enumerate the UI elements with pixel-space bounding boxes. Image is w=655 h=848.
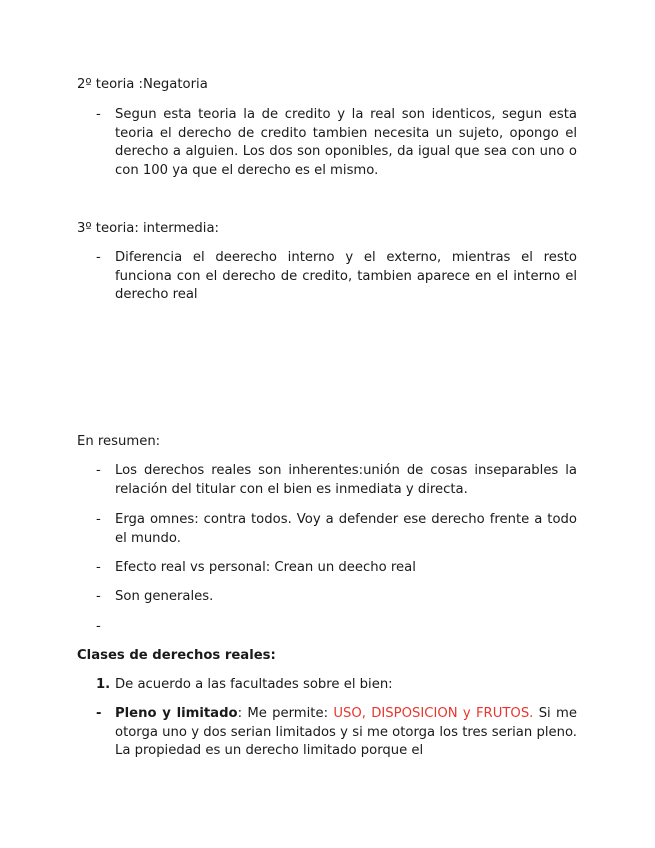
- pleno-label: Pleno y limitado: [115, 706, 238, 721]
- bullet-marker: -: [96, 512, 101, 527]
- bullet-marker: -: [96, 619, 101, 634]
- pleno-rest: Si me otorga uno y dos serian limitados y si me otorga los tres serian pleno. La propiedad es un derecho limitado porque el: [115, 706, 577, 758]
- theory3-bullet-text: Diferencia el deerecho interno y el externo, mientras el resto funciona con el derecho de credito, tambien aparece en el interno el derecho real: [115, 250, 577, 302]
- summary-bullet-text: Efecto real vs personal: Crean un deecho real: [115, 560, 416, 575]
- pleno-paragraph: [115, 705, 577, 761]
- classes-heading: Clases de derechos reales:: [77, 648, 276, 663]
- bullet-marker: -: [96, 706, 102, 721]
- list-number: 1.: [96, 677, 111, 692]
- bullet-marker: -: [96, 560, 101, 575]
- summary-bullet-text: Los derechos reales son inherentes:unión de cosas inseparables la relación del titular con el bien es inmediata y directa.: [115, 463, 577, 497]
- theory2-heading: 2º teoria :Negatoria: [77, 77, 208, 92]
- bullet-marker: -: [96, 107, 101, 122]
- summary-bullet-text: Erga omnes: contra todos. Voy a defender ese derecho frente a todo el mundo.: [115, 512, 577, 546]
- theory3-heading: 3º teoria: intermedia:: [77, 221, 219, 236]
- bullet-marker: -: [96, 589, 101, 604]
- bullet-marker: -: [96, 463, 101, 478]
- pleno-highlight: USO, DISPOSICION y FRUTOS.: [333, 706, 534, 721]
- summary-heading: En resumen:: [77, 434, 161, 449]
- pleno-colon: : Me permite:: [237, 706, 334, 721]
- numbered-item-text: De acuerdo a las facultades sobre el bien:: [115, 677, 393, 692]
- theory2-bullet-text: Segun esta teoria la de credito y la real son identicos, segun esta teoria el derecho de credito tambien necesita un sujeto, opongo el derecho a alguien. Los dos son oponibles, da igual que sea con uno o con 100 ya que el derecho es el mismo.: [115, 107, 577, 178]
- summary-bullet-text: Son generales.: [115, 589, 214, 604]
- bullet-marker: -: [96, 250, 101, 265]
